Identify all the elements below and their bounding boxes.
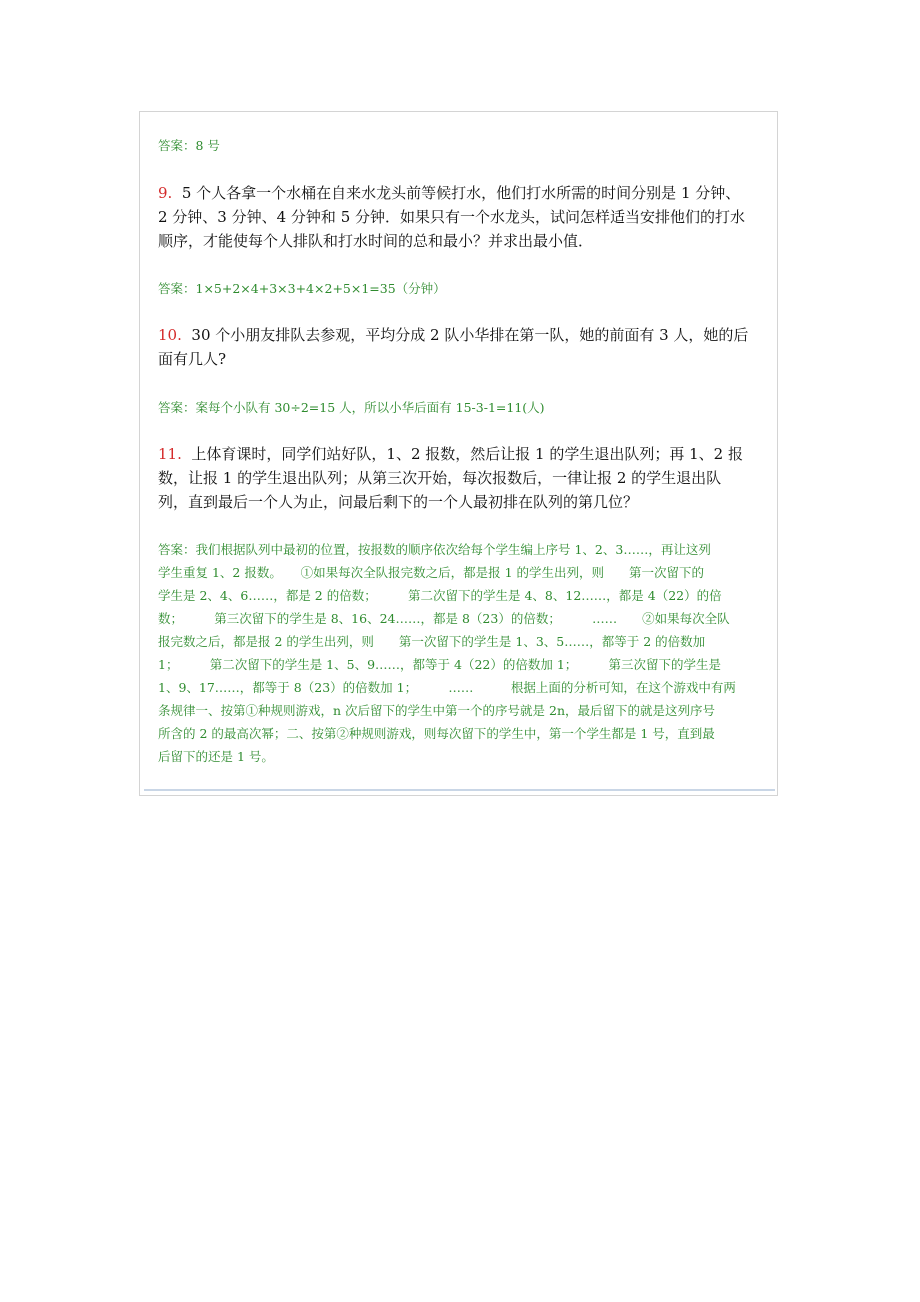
panel-bottom-divider <box>144 789 775 791</box>
question-11-line-2: 数，让报 1 的学生退出队列；从第三次开始，每次报数后，一律让报 2 的学生退出队 <box>158 469 722 487</box>
answer-10-text: 答案：案每个小队有 30÷2=15 人，所以小华后面有 15-3-1=11(人) <box>158 400 545 415</box>
question-9 <box>158 181 745 253</box>
answer-11-line-7: 1、9、17……，都等于 8（23）的倍数加 1； …… 根据上面的分析可知，在这个游戏中有两 <box>158 680 736 695</box>
answer-11-line-10: 后留下的还是 1 号。 <box>158 749 274 764</box>
question-10-line-2: 面有几人? <box>158 350 227 368</box>
question-9-number: 9. <box>158 184 173 202</box>
answer-11 <box>158 538 736 768</box>
answer-11-line-4: 数； 第三次留下的学生是 8、16、24……，都是 8（23）的倍数； …… ②如果每次全队 <box>158 611 730 626</box>
answer-11-line-5: 报完数之后，都是报 2 的学生出列，则 第一次留下的学生是 1、3、5……，都等于 2 的倍数加 <box>158 634 706 649</box>
question-11-text-1: 上体育课时，同学们站好队，1、2 报数，然后让报 1 的学生退出队列；再 1、2 报 <box>191 445 743 463</box>
question-10-text-1: 30 个小朋友排队去参观，平均分成 2 队小华排在第一队，她的前面有 3 人，她的后 <box>191 326 749 344</box>
question-11-line-1 <box>158 442 743 466</box>
answer-11-line-9: 所含的 2 的最高次幂；二、按第②种规则游戏，则每次留下的学生中，第一个学生都是 1 号，直到最 <box>158 726 715 741</box>
question-10-number: 10. <box>158 326 182 344</box>
question-11-number: 11. <box>158 445 182 463</box>
answer-9 <box>158 277 446 300</box>
question-9-text-1: 5 个人各拿一个水桶在自来水龙头前等候打水，他们打水所需的时间分别是 1 分钟、 <box>181 184 741 202</box>
answer-10 <box>158 396 545 419</box>
answer-11-line-2: 学生重复 1、2 报数。 ①如果每次全队报完数之后，都是报 1 的学生出列，则 第一次留下的 <box>158 565 705 580</box>
question-10-line-1 <box>158 323 748 347</box>
question-9-line-2: 2 分钟、3 分钟、4 分钟和 5 分钟．如果只有一个水龙头，试问怎样适当安排他们的打水 <box>158 208 746 226</box>
answer-9-text: 答案：1×5+2×4+3×3+4×2+5×1=35（分钟） <box>158 281 446 296</box>
content-panel <box>139 111 778 796</box>
answer-11-line-6: 1； 第二次留下的学生是 1、5、9……，都等于 4（22）的倍数加 1； 第三次留下的学生是 <box>158 657 722 672</box>
answer-11-line-8: 条规律一、按第①种规则游戏，n 次后留下的学生中第一个的序号就是 2n，最后留下的就是这列序号 <box>158 703 716 718</box>
question-9-line-1 <box>158 181 745 205</box>
question-9-line-3: 顺序，才能使每个人排队和打水时间的总和最小？并求出最小值． <box>158 232 594 250</box>
question-10 <box>158 323 748 371</box>
answer-11-line-1: 答案：我们根据队列中最初的位置，按报数的顺序依次给每个学生编上序号 1、2、3……，再让这列 <box>158 542 711 557</box>
answer-8-text: 答案：8 号 <box>158 138 220 153</box>
question-11 <box>158 442 743 514</box>
answer-11-line-3: 学生是 2、4、6……，都是 2 的倍数； 第二次留下的学生是 4、8、12……，都是 4（22）的倍 <box>158 588 722 603</box>
answer-8 <box>158 134 220 157</box>
question-11-line-3: 列，直到最后一个人为止，问最后剩下的一个人最初排在队列的第几位？ <box>158 493 639 511</box>
